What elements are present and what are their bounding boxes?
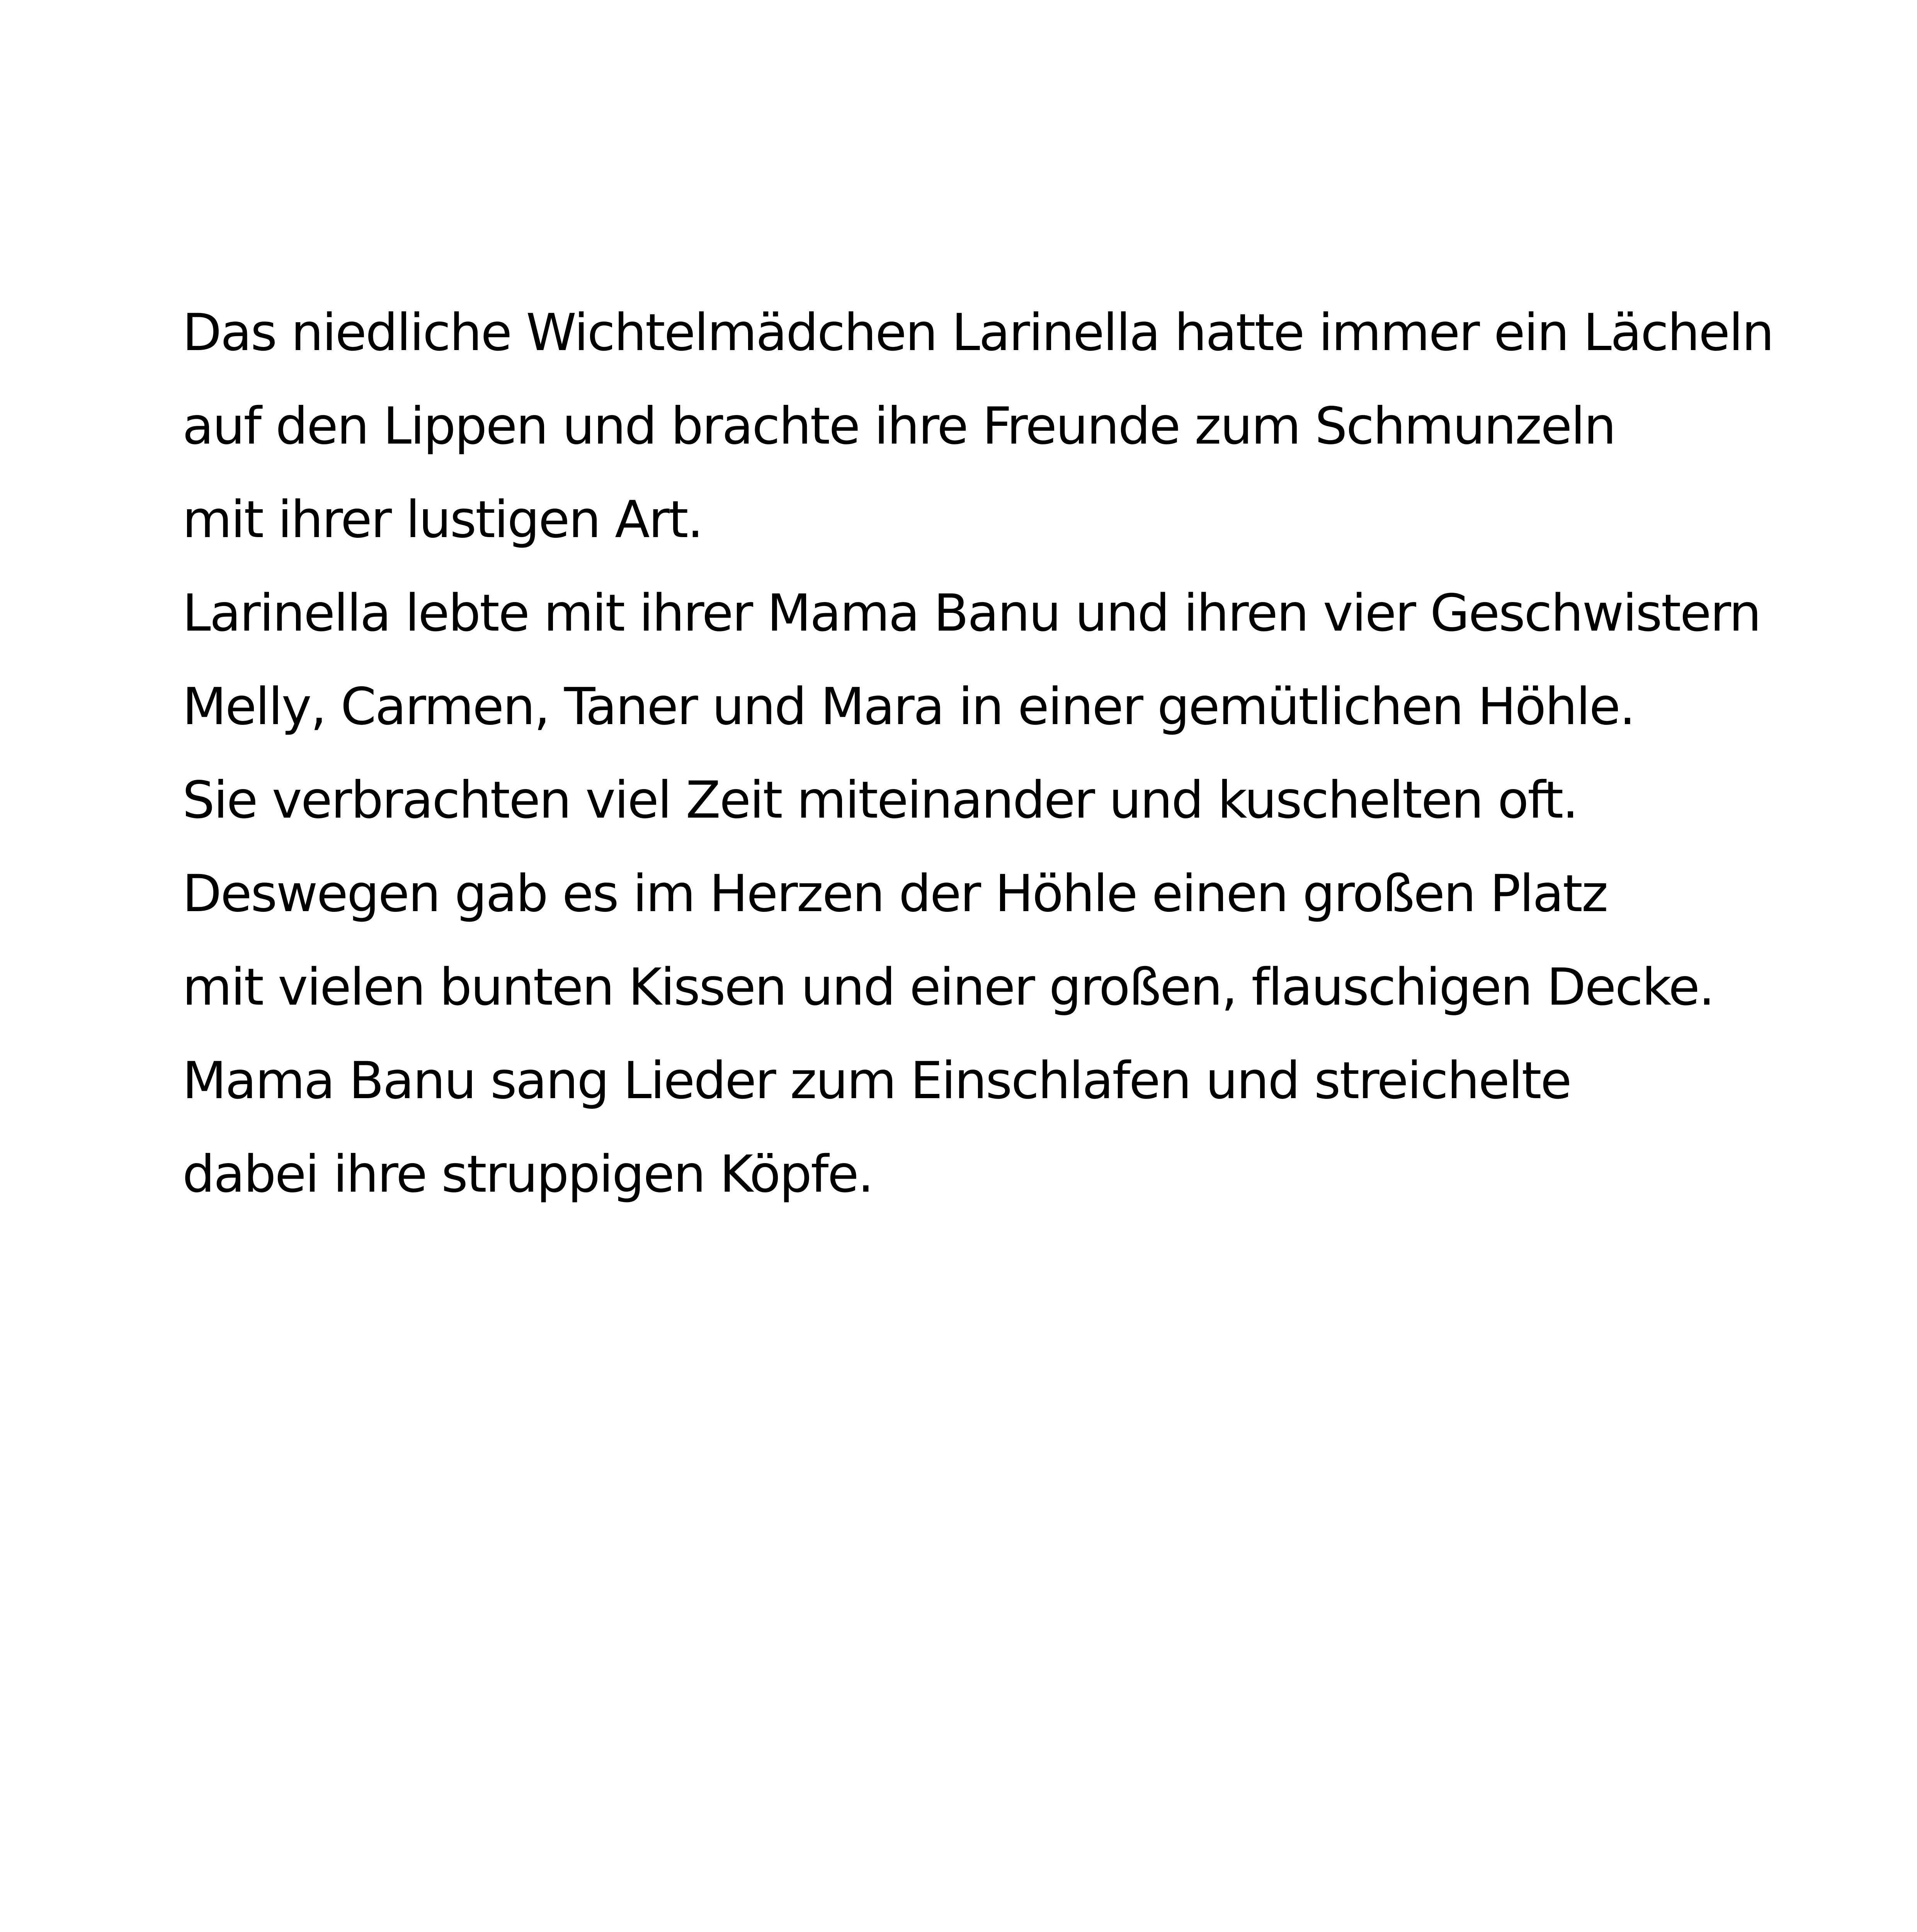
story-line-10: dabei ihre struppigen Köpfe.: [182, 1145, 873, 1204]
story-line-6: Sie verbrachten viel Zeit miteinander und kuschelten oft.: [182, 770, 1578, 830]
story-line-1: Das niedliche Wichtelmädchen Larinella hatte immer ein Lächeln: [182, 303, 1773, 362]
story-line-4: Larinella lebte mit ihrer Mama Banu und ihren vier Geschwistern: [182, 583, 1761, 643]
story-line-5: Melly, Carmen, Taner und Mara in einer gemütlichen Höhle.: [182, 677, 1635, 736]
story-line-3: mit ihrer lustigen Art.: [182, 490, 703, 549]
story-line-8: mit vielen bunten Kissen und einer großen, flauschigen Decke.: [182, 957, 1714, 1017]
story-paragraph: [182, 286, 1805, 1221]
story-line-2: auf den Lippen und brachte ihre Freunde zum Schmunzeln: [182, 396, 1615, 456]
story-line-7: Deswegen gab es im Herzen der Höhle einen großen Platz: [182, 864, 1607, 923]
story-line-9: Mama Banu sang Lieder zum Einschlafen und streichelte: [182, 1051, 1571, 1111]
